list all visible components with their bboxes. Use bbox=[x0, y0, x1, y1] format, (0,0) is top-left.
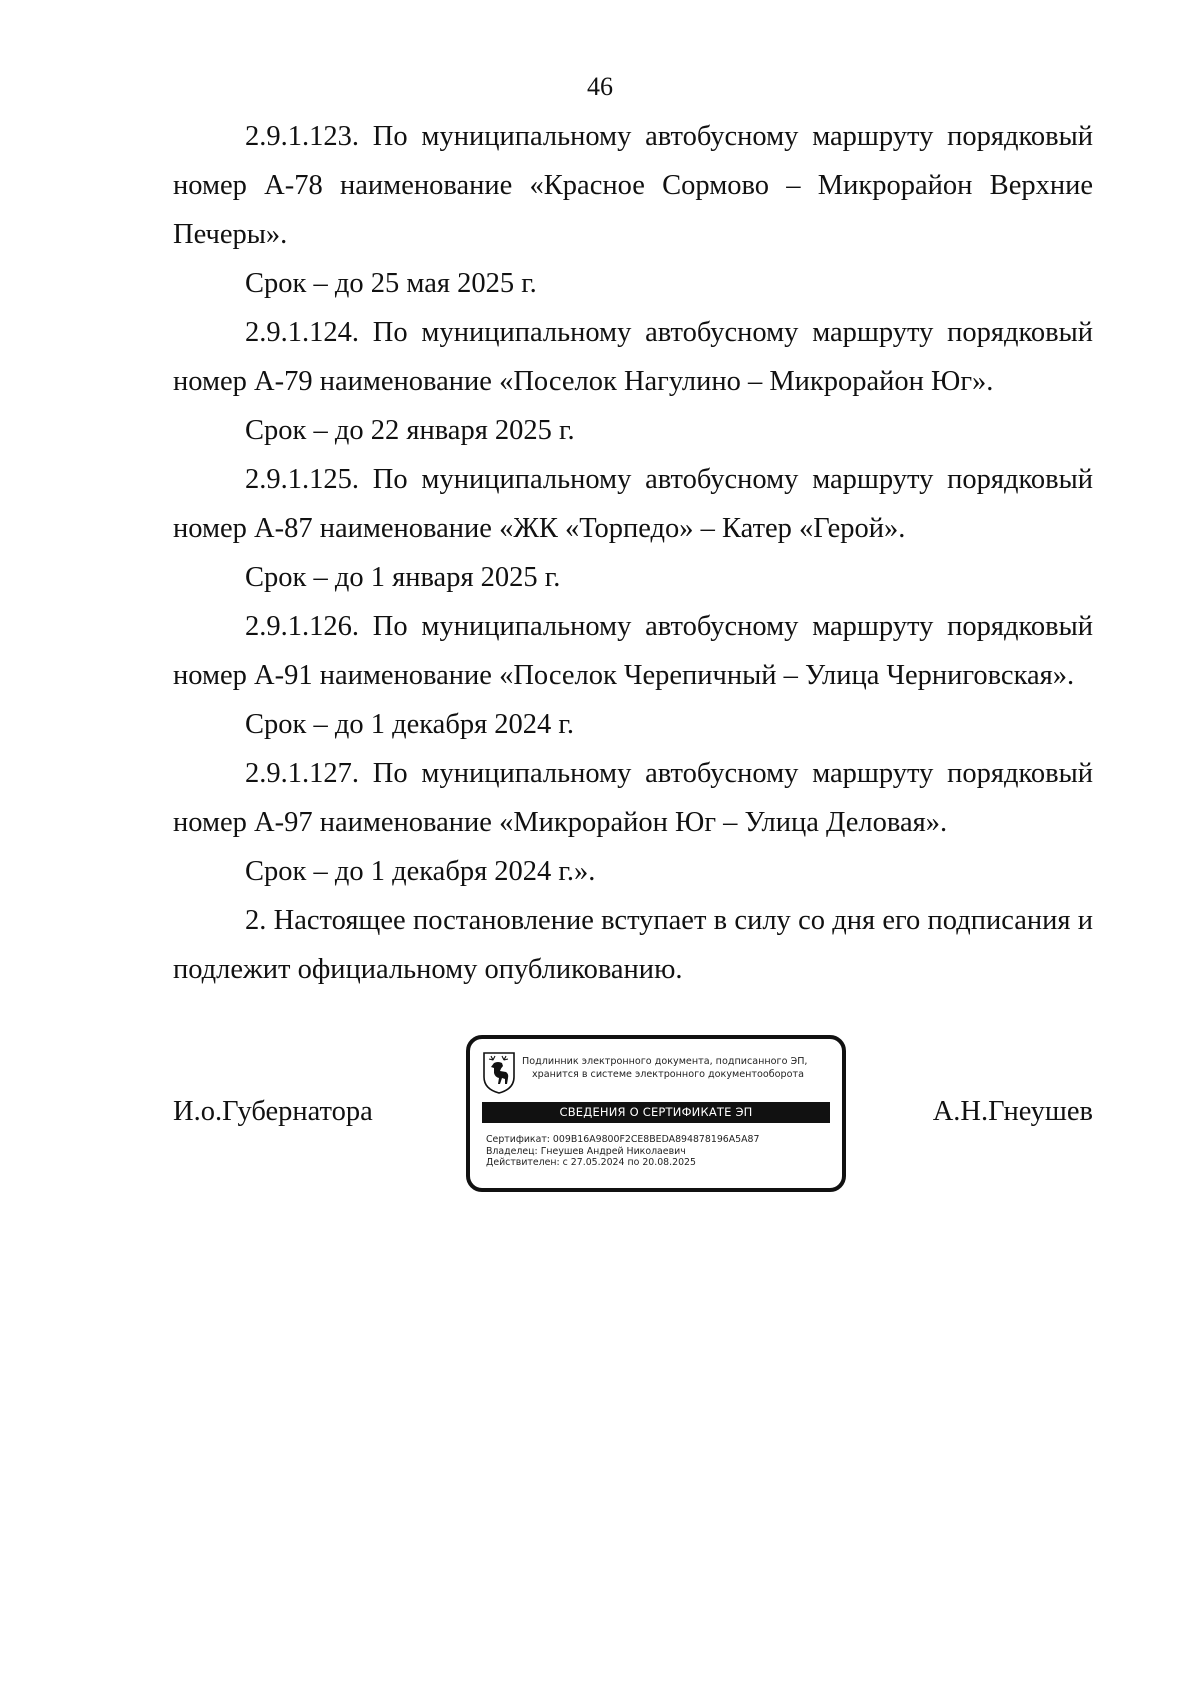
paragraph-item-125: 2.9.1.125. По муниципальному автобусному маршруту порядковый номер А-87 наименование «ЖК «Торпедо» – Катер «Герой». bbox=[173, 464, 1093, 544]
electronic-signature-stamp bbox=[466, 1035, 846, 1192]
deadline-item-124: Срок – до 22 января 2025 г. bbox=[245, 415, 575, 446]
stamp-caption bbox=[522, 1055, 832, 1081]
coat-of-arms-icon bbox=[482, 1051, 516, 1095]
signer-position: И.о.Губернатора bbox=[173, 1096, 373, 1127]
certificate-number: Сертификат: 009B16A9800F2CE8BEDA894878196A5A87 bbox=[486, 1134, 760, 1145]
document-body bbox=[173, 112, 1093, 994]
paragraph-item-124: 2.9.1.124. По муниципальному автобусному маршруту порядковый номер А-79 наименование «Поселок Нагулино – Микрорайон Юг». bbox=[173, 317, 1093, 397]
signature-block bbox=[0, 1035, 1200, 1205]
deadline-item-125: Срок – до 1 января 2025 г. bbox=[245, 562, 561, 593]
paragraph-item-126: 2.9.1.126. По муниципальному автобусному маршруту порядковый номер А-91 наименование «Поселок Черепичный – Улица Черниговская». bbox=[173, 611, 1093, 691]
paragraph-item-127: 2.9.1.127. По муниципальному автобусному маршруту порядковый номер А-97 наименование «Микрорайон Юг – Улица Деловая». bbox=[173, 758, 1093, 838]
stamp-caption-line2: хранится в системе электронного документооборота bbox=[532, 1069, 804, 1080]
paragraph-effective-clause: 2. Настоящее постановление вступает в силу со дня его подписания и подлежит официальному опубликованию. bbox=[173, 905, 1093, 985]
paragraph-item-123: 2.9.1.123. По муниципальному автобусному маршруту порядковый номер А-78 наименование «Красное Сормово – Микрорайон Верхние Печеры». bbox=[173, 121, 1093, 250]
page-number: 46 bbox=[587, 72, 613, 101]
stamp-header bbox=[482, 1051, 832, 1095]
certificate-validity: Действителен: с 27.05.2024 по 20.08.2025 bbox=[486, 1157, 696, 1168]
deadline-item-126: Срок – до 1 декабря 2024 г. bbox=[245, 709, 575, 740]
signer-name: А.Н.Гнеушев bbox=[932, 1096, 1093, 1127]
certificate-owner: Владелец: Гнеушев Андрей Николаевич bbox=[486, 1145, 686, 1157]
deadline-item-127: Срок – до 1 декабря 2024 г.». bbox=[245, 856, 596, 887]
deadline-item-123: Срок – до 25 мая 2025 г. bbox=[245, 268, 537, 299]
stamp-caption-line1: Подлинник электронного документа, подписанного ЭП, bbox=[522, 1056, 808, 1067]
stamp-title-bar: СВЕДЕНИЯ О СЕРТИФИКАТЕ ЭП bbox=[482, 1102, 830, 1123]
stamp-certificate-details bbox=[486, 1134, 832, 1169]
